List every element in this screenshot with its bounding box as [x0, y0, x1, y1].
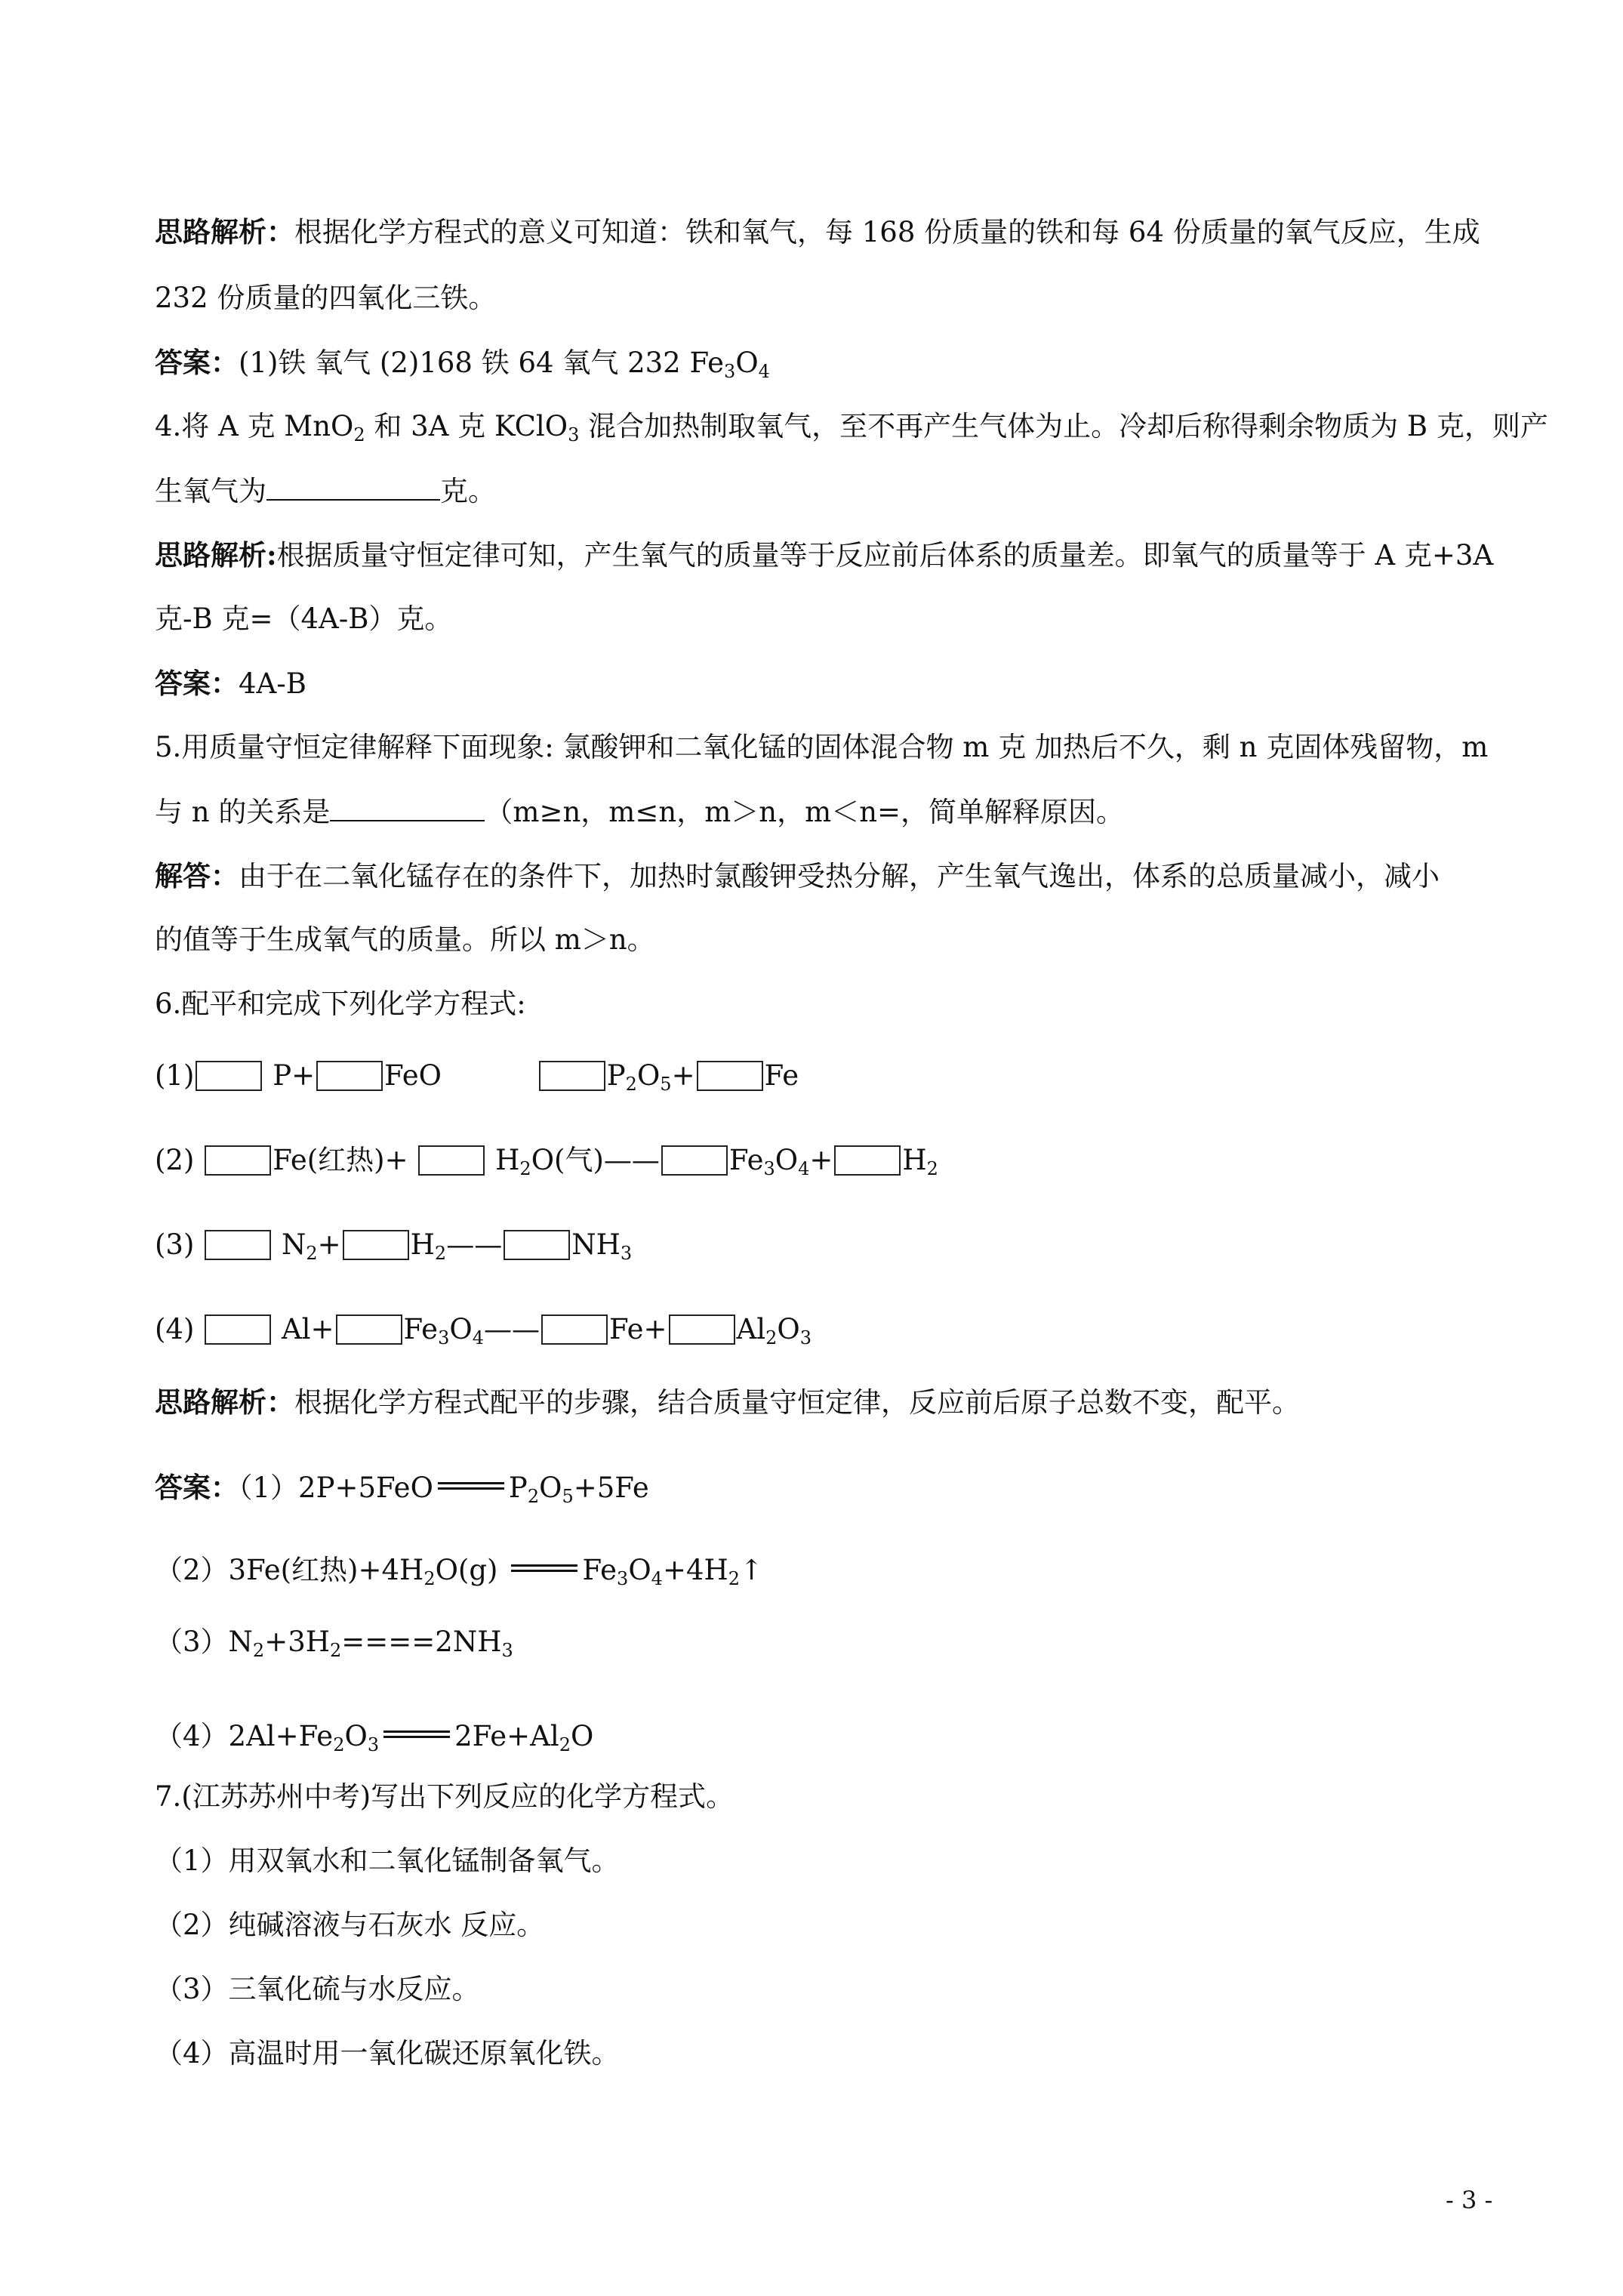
solution-label: 解答： — [155, 859, 239, 892]
answer-line: $(3)N_2+3H_2====2NH_3$ — [155, 1626, 513, 1661]
analysis-line: 克-B 克=（4A-B）克。 — [155, 603, 453, 635]
analysis-line: 思路解析:根据质量守恒定律可知，产生氧气的质量等于反应前后体系的质量差。即氧气的质量等于 A 克+3A — [155, 538, 1494, 572]
answer-label: 答案： — [155, 346, 239, 379]
equals-sign — [383, 1730, 450, 1740]
coefficient-box[interactable] — [418, 1145, 485, 1176]
answer-blank[interactable] — [330, 793, 485, 821]
analysis-line — [155, 213, 1480, 251]
analysis-text: 232 份质量的四氧化三铁。 — [155, 282, 497, 314]
answer-line: 答案：(1)铁 氧气 (2)168 铁 64 氧气 232 $Fe_3O_4$ — [155, 346, 770, 382]
coefficient-box[interactable] — [205, 1314, 271, 1345]
list-item: （4）高温时用一氧化碳还原氧化铁。 — [155, 2037, 620, 2069]
question-5-line2: 与 n 的关系是 （m≥n，m≤n，m＞n，m＜n=，简单解释原因。 — [155, 793, 1124, 831]
equation-3: (3) $N_2+$ $H_2——$ $NH_3$ — [155, 1228, 633, 1264]
coefficient-box[interactable] — [205, 1230, 271, 1260]
solution-line: 的值等于生成氧气的质量。所以 m＞n。 — [155, 923, 655, 956]
list-item: （1）用双氧水和二氧化锰制备氧气。 — [155, 1845, 620, 1877]
coefficient-box[interactable] — [669, 1314, 735, 1345]
analysis-label: 思路解析: — [155, 538, 277, 572]
answer-label: 答案： — [155, 1471, 239, 1504]
coefficient-box[interactable] — [834, 1145, 901, 1176]
coefficient-box[interactable] — [661, 1145, 728, 1176]
answer-line: 答案：4A-B — [155, 667, 306, 700]
coefficient-box[interactable] — [343, 1230, 409, 1260]
question-5: 5.用质量守恒定律解释下面现象: 氯酸钾和二氧化锰的固体混合物 m 克 加热后不久，剩 n 克固体残留物，m — [155, 731, 1489, 763]
question-4: 4.将 A 克 MnO$_2$ 和 3A 克 KClO$_3$ 混合加热制取氧气，至不再产生气体为止。冷却后称得剩余物质为 B 克，则产 — [155, 410, 1548, 445]
list-item: （2）纯碱溶液与石灰水 反应。 — [155, 1909, 545, 1941]
up-arrow-icon: ↑ — [740, 1554, 764, 1586]
question-7: 7.(江苏苏州中考)写出下列反应的化学方程式。 — [155, 1780, 735, 1813]
analysis-label: 思路解析： — [155, 215, 294, 248]
equation-4: (4) $Al+ Fe_3O_4——$ $Fe+ Al_2O_3$ — [155, 1313, 812, 1348]
answer-line: 答案：（1）2P+5FeO $P_2O_5+5Fe$ — [155, 1471, 649, 1507]
analysis-text: 根据化学方程式的意义可知道：铁和氧气，每 168 份质量的铁和每 64 份质量的氧气反应，生成 — [294, 216, 1480, 248]
coefficient-box[interactable] — [504, 1230, 570, 1260]
coefficient-box[interactable] — [539, 1061, 605, 1091]
answer-label: 答案： — [155, 667, 239, 700]
equation-2: (2) Fe(红热)+ $H_2O$(气)—— $Fe_3O_4+ H_2$ — [155, 1144, 938, 1179]
analysis-label: 思路解析： — [155, 1385, 294, 1419]
page-number: - 3 - — [1446, 2186, 1493, 2214]
question-6: 6.配平和完成下列化学方程式: — [155, 988, 526, 1020]
coefficient-box[interactable] — [541, 1314, 608, 1345]
equals-sign — [438, 1482, 504, 1491]
equation-1: (1) P+ FeO $P_2O_5+ Fe$ — [155, 1059, 799, 1095]
analysis-line — [155, 279, 496, 317]
answer-line: （2）3Fe(红热)$+4H_2O(g)$ $Fe_3O_4+4H_2↑$ — [155, 1554, 764, 1589]
solution-line: 解答：由于在二氧化锰存在的条件下，加热时氯酸钾受热分解，产生氧气逸出，体系的总质量减小，减小 — [155, 859, 1440, 892]
answer-blank[interactable] — [266, 472, 440, 501]
answer-line: $(4)2Al+Fe_2O_3$ $2Fe+Al_2O$ — [155, 1720, 594, 1755]
coefficient-box[interactable] — [205, 1145, 271, 1176]
question-4-line2: 生氧气为 克。 — [155, 472, 496, 510]
analysis-line: 思路解析：根据化学方程式配平的步骤，结合质量守恒定律，反应前后原子总数不变，配平。 — [155, 1385, 1300, 1419]
list-item: （3）三氧化硫与水反应。 — [155, 1973, 480, 2005]
equals-sign — [511, 1564, 577, 1573]
coefficient-box[interactable] — [697, 1061, 763, 1091]
coefficient-box[interactable] — [336, 1314, 402, 1345]
coefficient-box[interactable] — [316, 1061, 383, 1091]
coefficient-box[interactable] — [196, 1061, 262, 1091]
